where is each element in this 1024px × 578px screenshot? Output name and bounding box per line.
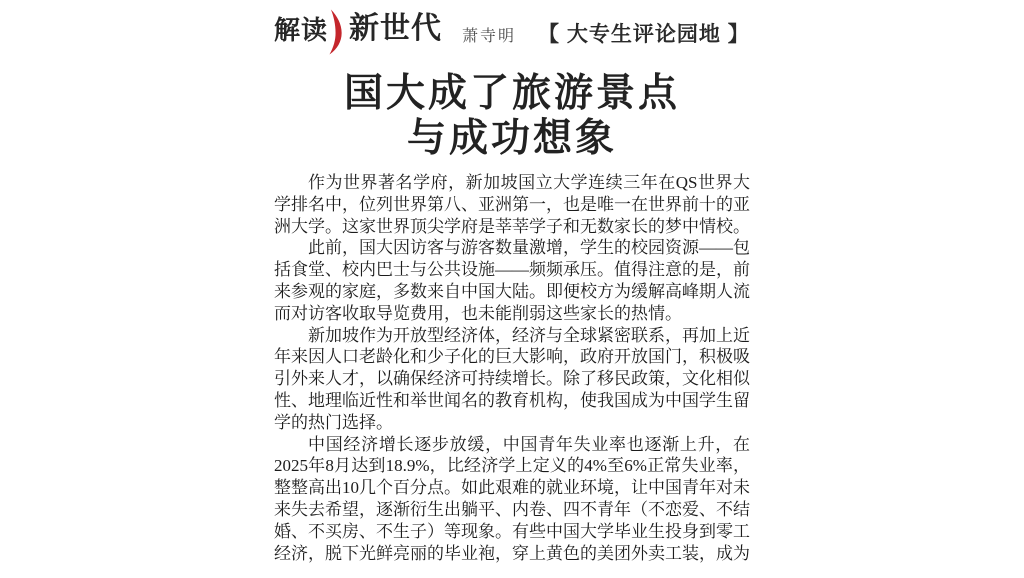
headline-line-1: 国大成了旅游景点 — [343, 72, 680, 115]
logo-paren-swoosh-icon — [329, 9, 344, 60]
article-paragraph: 此前，国大因访客与游客数量激增，学生的校园资源——包括食堂、校内巴士与公共设施——频频承压。值得注意的是，前来参观的家庭，多数来自中国大陆。即便校方为缓解高峰期人流而对访客收取导览费用，也未能削弱这些家长的热情。 — [274, 238, 750, 323]
masthead — [274, 9, 750, 61]
section-label: 【 大专生评论园地 】 — [538, 23, 750, 46]
article-body — [274, 172, 750, 564]
article-column — [274, 0, 750, 564]
article-paragraph: 作为世界著名学府，新加坡国立大学连续三年在QS世界大学排名中，位列世界第八、亚洲第一，也是唯一在世界前十的亚洲大学。这家世界顶尖学府是莘莘学子和无数家长的梦中情校。 — [274, 173, 750, 236]
logo-text-xinshidai: 新世代 — [349, 12, 443, 45]
article-paragraph: 中国经济增长逐步放缓，中国青年失业率也逐渐上升，在2025年8月达到18.9%，比经济学上定义的4%至6%正常失业率，整整高出10几个百分点。如此艰难的就业环境，让中国青年对未来失去希望，逐渐衍生出躺平、内卷、四不青年（不恋爱、不结婚、不买房、不生子）等现象。有些中国大学毕业生投身到零工经济，脱下光鲜亮丽的毕业袍，穿上黄色的美团外卖工装，成为 — [274, 434, 750, 563]
logo-text-jiedu: 解读 — [274, 15, 329, 45]
headline-line-2: 与成功想象 — [406, 117, 617, 160]
article-headline — [274, 71, 750, 161]
article-paragraph: 新加坡作为开放型经济体，经济与全球紧密联系，再加上近年来因人口老龄化和少子化的巨大影响，政府开放国门，积极吸引外来人才，以确保经济可持续增长。除了移民政策，文化相似性、地理临近性和举世闻名的教育机构，使我国成为中国学生留学的热门选择。 — [274, 325, 750, 432]
column-logo — [274, 9, 442, 60]
author-name: 萧寺明 — [462, 28, 517, 45]
